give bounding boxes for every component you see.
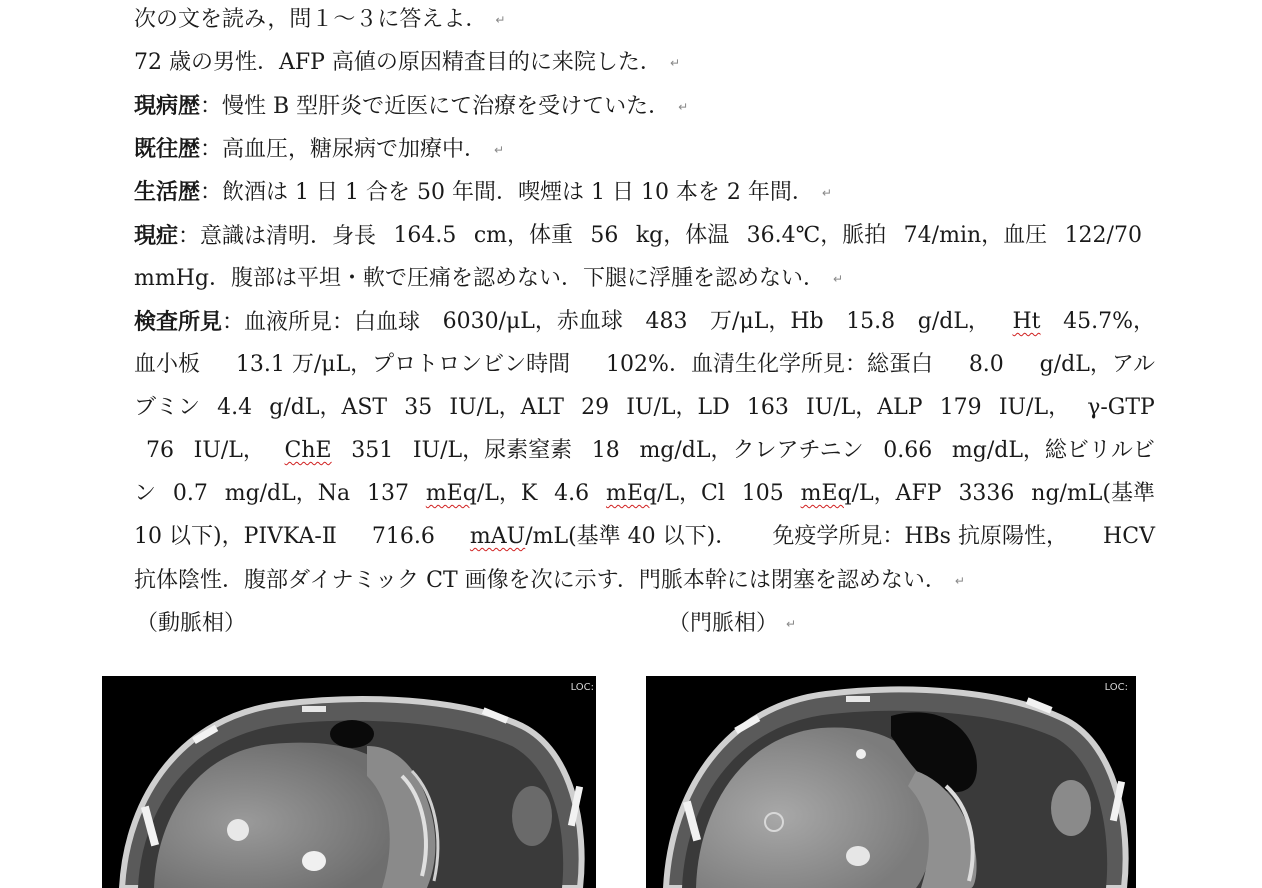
social-history (134, 177, 832, 207)
token: γ-GTP (1087, 395, 1155, 420)
token: 8.0 (968, 352, 1004, 377)
token: mg/dL，総ビリルビ (951, 438, 1155, 463)
token: 74/min，血圧 (903, 223, 1048, 248)
caption-arterial-phase: （動脈相） (136, 611, 247, 636)
token: 13.1 万/μL，プロトロンビン時間 (235, 352, 571, 377)
token: IU/L，ALP (806, 395, 923, 420)
token: ：意識は清明．身長 (178, 224, 377, 249)
token: 56 (590, 223, 619, 248)
token-group (426, 479, 537, 509)
token: kg，体温 (635, 223, 730, 248)
token: IU/L， (193, 438, 265, 463)
paragraph-mark-icon: ↵ (669, 56, 680, 70)
token: /L，K (476, 481, 538, 506)
token: 45.7%， (1063, 309, 1155, 334)
spellcheck-token: mEq (605, 481, 657, 506)
question-intro-text: 次の文を読み，問１～３に答えよ． (134, 7, 488, 32)
social-history-heading: 生活歴 (134, 179, 201, 205)
ct-loc-label-left: LOC: (570, 682, 594, 693)
caption-portal-phase (668, 609, 796, 639)
token: 179 (939, 395, 982, 420)
token: IU/L，ALT (449, 395, 564, 420)
token: g/dL，アル (1039, 352, 1155, 377)
token: 36.4℃，脈拍 (746, 223, 887, 248)
lab-findings-line-5 (134, 479, 1155, 509)
ct-scan-portal (646, 676, 1136, 888)
lab-findings-line-3 (134, 393, 1155, 423)
token: 716.6 (371, 524, 435, 549)
token: 351 (351, 438, 394, 463)
paragraph-mark-icon: ↵ (678, 100, 689, 114)
ct-image-arterial (102, 676, 596, 888)
token: IU/L，LD (626, 395, 730, 420)
spellcheck-token: Ht (1012, 309, 1041, 334)
token: 35 (404, 395, 433, 420)
token: 4.6 (554, 481, 590, 506)
token: 万/μL，Hb (710, 309, 824, 334)
token: 6030/μL，赤血球 (442, 309, 623, 334)
spellcheck-token: ChE (284, 438, 332, 463)
lab-findings-line-1 (134, 307, 1155, 337)
token: g/dL， (917, 309, 990, 334)
patient-summary-text: 72 歳の男性．AFP 高値の原因精査目的に来院した． (134, 50, 662, 75)
token: 122/70 (1064, 223, 1142, 248)
token: HCV (1103, 524, 1155, 549)
physical-exam-text: mmHg．腹部は平坦・軟で圧痛を認めない．下腿に浮腫を認めない． (134, 266, 825, 291)
physical-exam-heading: 現症 (134, 223, 179, 249)
token: 29 (581, 395, 610, 420)
lab-findings-line-6 (134, 522, 1155, 552)
token: g/dL，AST (269, 395, 388, 420)
paragraph-mark-icon: ↵ (786, 617, 797, 631)
token: 3336 (958, 481, 1015, 506)
token: 血小板 (134, 352, 201, 377)
ct-loc-label-right: LOC: (1104, 682, 1128, 693)
token: 102%．血清生化学所見：総蛋白 (606, 352, 933, 377)
token: 137 (366, 481, 409, 506)
token: mg/dL，クレアチニン (639, 438, 864, 463)
token: 15.8 (846, 309, 896, 334)
token: 免疫学所見：HBs 抗原陽性， (772, 524, 1068, 549)
physical-exam-token (134, 221, 376, 251)
present-illness-heading: 現病歴 (134, 93, 201, 119)
token-group (470, 522, 737, 552)
token: 18 (591, 438, 620, 463)
token: 4.4 (217, 395, 253, 420)
caption-portal-text: （門脈相） (668, 611, 779, 636)
token: 76 (146, 438, 174, 463)
ct-scan-arterial (102, 676, 596, 888)
spellcheck-token: mEq (425, 481, 477, 506)
token-group (801, 479, 942, 509)
token: ng/mL(基準 (1031, 481, 1155, 506)
paragraph-mark-icon: ↵ (833, 272, 844, 286)
patient-summary (134, 48, 680, 78)
token: 0.66 (883, 438, 933, 463)
lab-findings-line-2 (134, 350, 1155, 380)
token: mg/dL，Na (224, 481, 351, 506)
physical-exam-line (134, 221, 1142, 251)
token: IU/L， (998, 395, 1071, 420)
lab-findings-line-4 (146, 436, 1155, 466)
lab-token (134, 307, 420, 337)
ct-description (134, 566, 965, 596)
paragraph-mark-icon: ↵ (494, 143, 505, 157)
present-illness-text: ：慢性 B 型肝炎で近医にて治療を受けていた． (200, 94, 671, 119)
token: /L，Cl (657, 481, 725, 506)
token: 105 (741, 481, 784, 506)
physical-exam-line-2 (134, 264, 843, 294)
token: ン (134, 481, 157, 506)
present-illness (134, 91, 688, 121)
spellcheck-token: mEq (800, 481, 852, 506)
paragraph-mark-icon: ↵ (495, 13, 506, 27)
token: 483 (645, 309, 688, 334)
token: /mL(基準 40 以下)． (525, 524, 738, 549)
past-history-text: ：高血圧，糖尿病で加療中． (200, 137, 487, 162)
question-intro (134, 5, 505, 35)
spellcheck-token: mAU (469, 524, 526, 549)
token: 0.7 (172, 481, 208, 506)
token: 164.5 (393, 223, 457, 248)
token: 10 以下)，PIVKA-Ⅱ (134, 524, 337, 549)
token: cm，体重 (473, 223, 574, 248)
paragraph-mark-icon: ↵ (821, 186, 832, 200)
token-group (606, 479, 725, 509)
ct-description-text: 抗体陰性．腹部ダイナミック CT 画像を次に示す．門脈本幹には閉塞を認めない． (134, 568, 947, 593)
token: IU/L，尿素窒素 (412, 438, 573, 463)
past-history-heading: 既往歴 (134, 136, 201, 162)
ct-image-portal (646, 676, 1136, 888)
paragraph-mark-icon: ↵ (954, 574, 965, 588)
token: ：血液所見：白血球 (222, 310, 421, 335)
token: 163 (746, 395, 789, 420)
lab-findings-heading: 検査所見 (134, 309, 223, 335)
past-history (134, 134, 504, 164)
token: ブミン (134, 395, 201, 420)
token: /L，AFP (851, 481, 942, 506)
social-history-text: ：飲酒は 1 日 1 合を 50 年間．喫煙は 1 日 10 本を 2 年間． (200, 180, 814, 205)
